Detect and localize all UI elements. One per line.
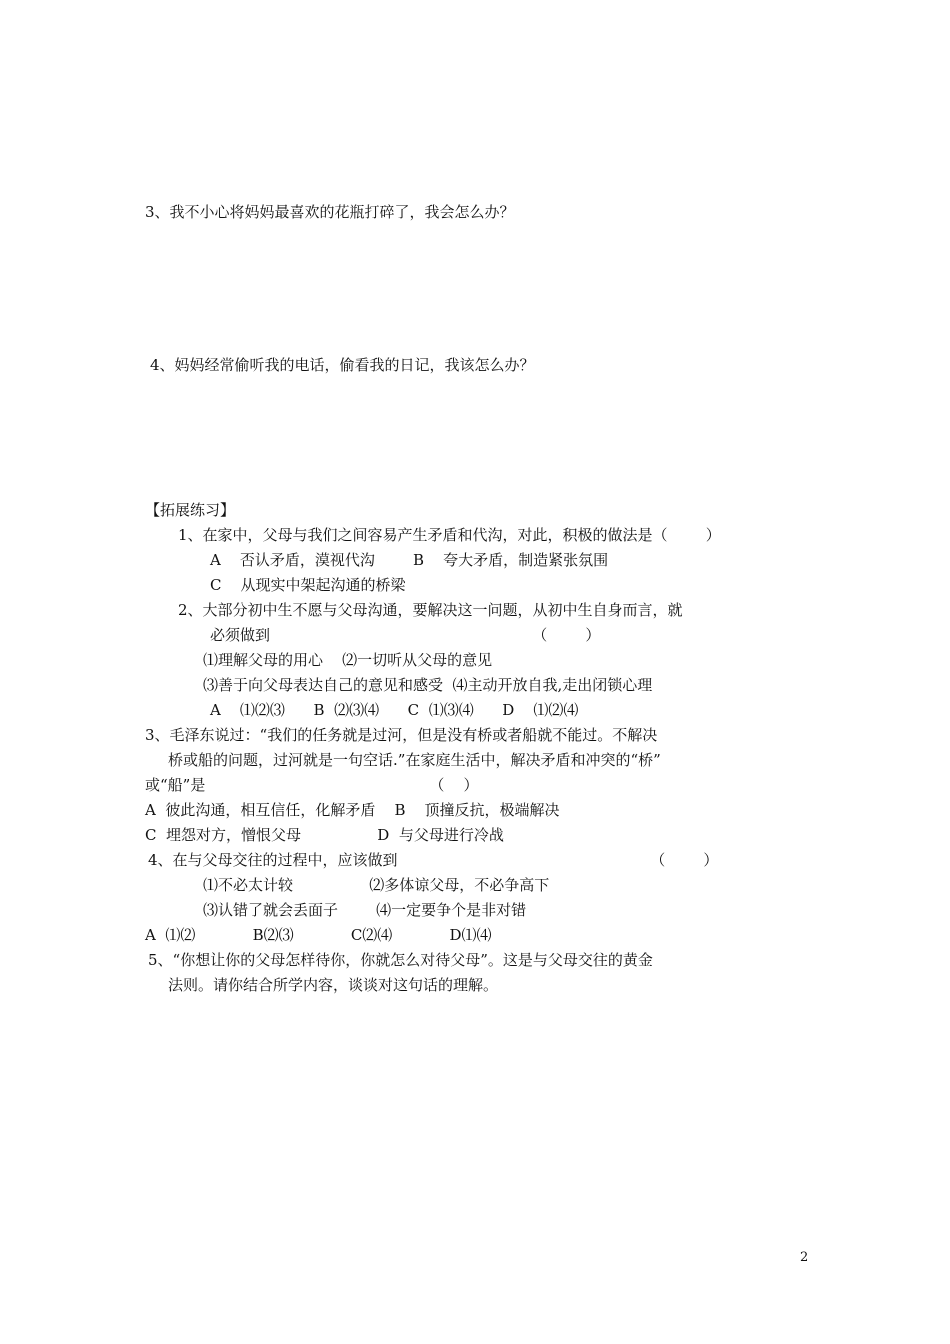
- exercise-3-question-end: 或“船”是 （ ）: [145, 776, 479, 794]
- exercise-4-question: 4、在与父母交往的过程中，应该做到 （ ）: [148, 851, 719, 869]
- exercise-5-question-cont: 法则。请你结合所学内容，谈谈对这句话的理解。: [168, 976, 499, 994]
- page-number: 2: [800, 1250, 809, 1265]
- exercise-2-options: A ⑴⑵⑶ B ⑵⑶⑷ C ⑴⑶⑷ D ⑴⑵⑷: [210, 701, 579, 719]
- exercise-4-options: A ⑴⑵ B⑵⑶ C⑵⑷ D⑴⑷: [145, 926, 492, 944]
- exercise-1-option-c: C 从现实中架起沟通的桥梁: [210, 576, 406, 594]
- exercise-3-options-cd: C 埋怨对方，憎恨父母 D 与父母进行冷战: [145, 826, 504, 844]
- exercise-3-question: 3、毛泽东说过：“我们的任务就是过河，但是没有桥或者船就不能过。不解决: [145, 726, 658, 744]
- question-4: 4、妈妈经常偷听我的电话，偷看我的日记，我该怎么办？: [150, 356, 535, 374]
- exercise-4-statements-34: ⑶认错了就会丢面子 ⑷一定要争个是非对错: [203, 901, 527, 919]
- exercise-1-question: 1、在家中，父母与我们之间容易产生矛盾和代沟，对此，积极的做法是（ ）: [178, 526, 721, 544]
- exercise-2-statements-12: ⑴理解父母的用心 ⑵一切听从父母的意见: [203, 651, 493, 669]
- exercise-3-options-ab: A 彼此沟通，相互信任，化解矛盾 B 顶撞反抗，极端解决: [145, 801, 560, 819]
- exercise-5-question: 5、“你想让你的父母怎样待你，你就怎么对待父母”。这是与父母交往的黄金: [148, 951, 653, 969]
- exercise-4-statements-12: ⑴不必太计较 ⑵多体谅父母，不必争高下: [203, 876, 550, 894]
- exercise-2-statements-34: ⑶善于向父母表达自己的意见和感受 ⑷主动开放自我,走出闭锁心理: [203, 676, 653, 694]
- exercise-2-question: 2、大部分初中生不愿与父母沟通，要解决这一问题，从初中生自身而言，就: [178, 601, 683, 619]
- exercise-1-options-ab: A 否认矛盾，漠视代沟 B 夸大矛盾，制造紧张氛围: [210, 551, 609, 569]
- section-title: 【拓展练习】: [145, 501, 236, 519]
- exercise-2-question-cont: 必须做到 （ ）: [210, 626, 601, 644]
- question-3: 3、我不小心将妈妈最喜欢的花瓶打碎了，我会怎么办？: [145, 203, 515, 221]
- exercise-3-question-cont: 桥或船的问题，过河就是一句空话.”在家庭生活中，解决矛盾和冲突的“桥”: [168, 751, 661, 769]
